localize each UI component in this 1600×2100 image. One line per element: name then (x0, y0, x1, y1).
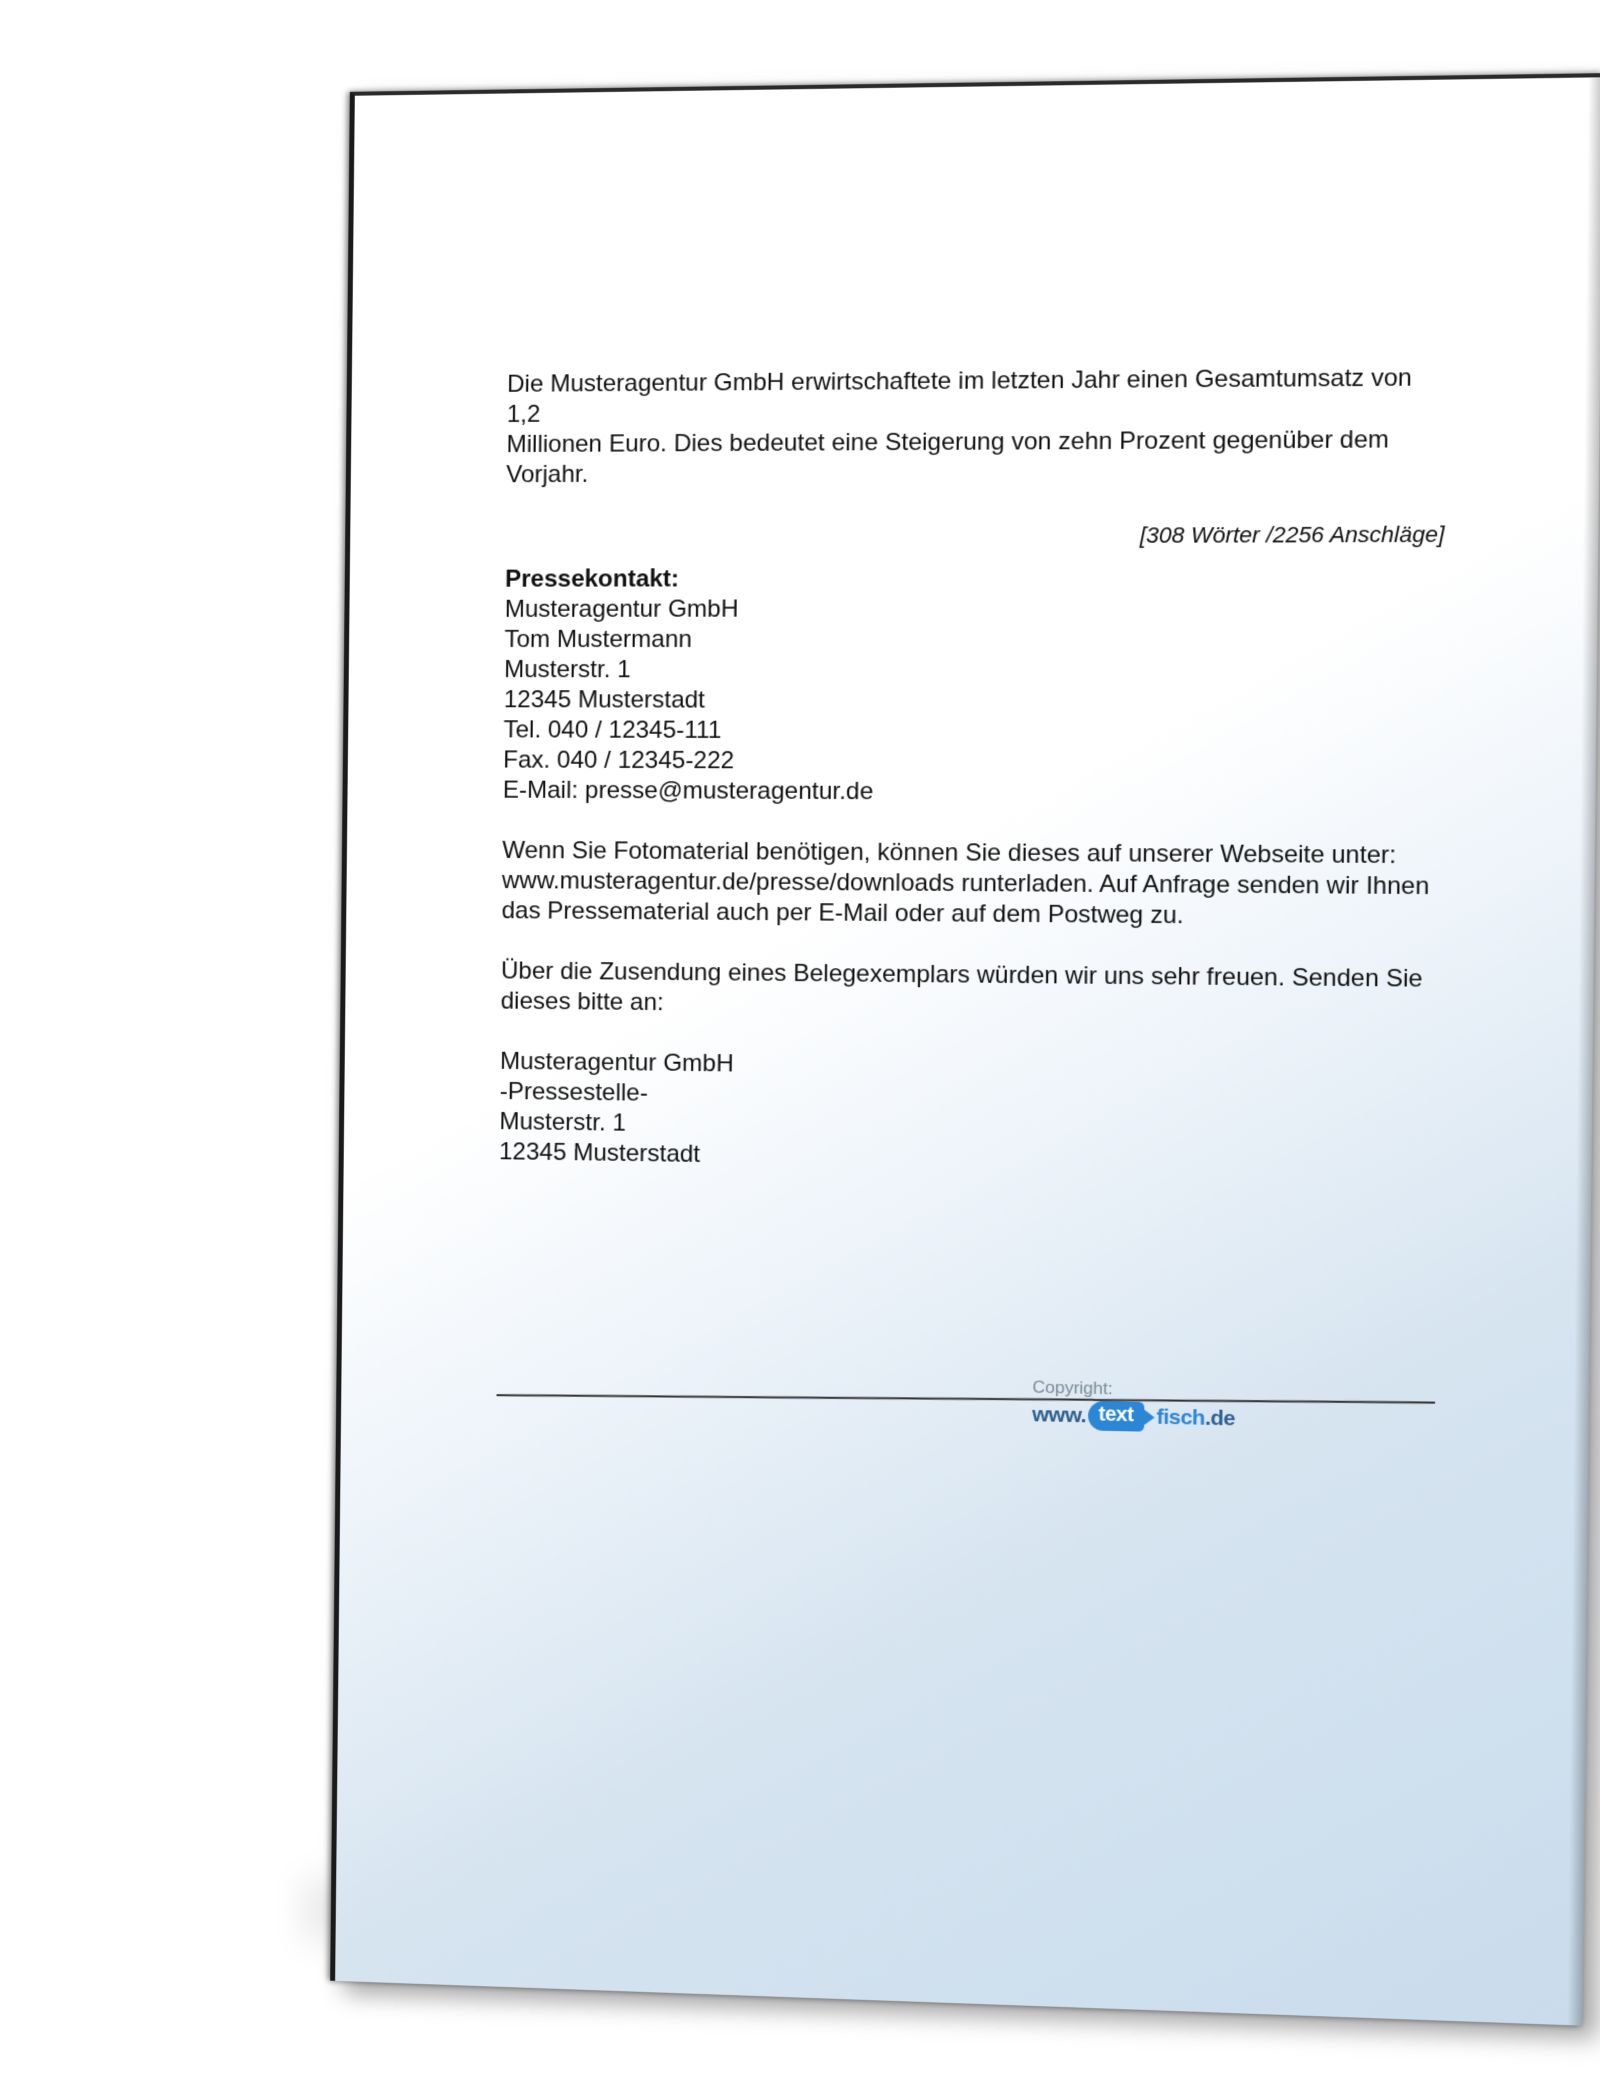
document-body (499, 363, 1446, 1181)
proof-line: dieses bitte an: (500, 987, 664, 1017)
copyright-label: Copyright: (1032, 1377, 1113, 1399)
intro-line: Die Musteragentur GmbH erwirtschaftete im letzten Jahr einen Gesamtumsatz von 1,2 (506, 364, 1413, 428)
photo-line: das Pressematerial auch per E-Mail oder auf dem Postweg zu. (501, 897, 1184, 930)
contact-fax: Fax. 040 / 12345-222 (503, 746, 735, 775)
logo-suffix: fisch (1156, 1404, 1206, 1430)
fish-icon (1088, 1401, 1144, 1432)
document-sheet (330, 73, 1600, 2026)
address-street: Musterstr. 1 (499, 1107, 627, 1137)
photo-line: www.musteragentur.de/presse/downloads runterladen. Auf Anfrage senden wir Ihnen (501, 866, 1430, 901)
copyright-block (1032, 1377, 1283, 1434)
word-count-note: [308 Wörter /2256 Anschläge] (1139, 521, 1445, 548)
logo-fish-text: text (1098, 1403, 1134, 1427)
footer-divider (497, 1394, 1435, 1403)
intro-line: Millionen Euro. Dies bedeutet eine Steigerung von zehn Prozent gegenüber dem (506, 425, 1390, 459)
intro-line: Vorjahr. (506, 460, 589, 489)
photo-material-paragraph (501, 836, 1441, 933)
photo-line: Wenn Sie Fotomaterial benötigen, können Sie dieses auf unserer Webseite unter: (502, 836, 1397, 870)
contact-phone: Tel. 040 / 12345-111 (503, 716, 722, 744)
address-company: Musteragentur GmbH (499, 1047, 734, 1078)
contact-email: E-Mail: presse@musteragentur.de (502, 776, 874, 806)
address-city: 12345 Musterstadt (498, 1138, 701, 1169)
contact-name: Tom Mustermann (504, 625, 693, 654)
contact-city: 12345 Musterstadt (503, 686, 706, 714)
proof-line: Über die Zusendung eines Belegexemplars würden wir uns sehr freuen. Senden Sie (500, 957, 1423, 993)
logo-tld: .de (1204, 1405, 1236, 1430)
proof-copy-paragraph (501, 956, 1440, 1026)
address-department: -Pressestelle- (499, 1077, 649, 1107)
press-contact-heading: Pressekontakt: (504, 565, 680, 593)
mailing-address-block (499, 1047, 1439, 1181)
contact-street: Musterstr. 1 (504, 656, 631, 684)
logo-prefix: www. (1032, 1402, 1087, 1427)
press-contact-block (503, 563, 1444, 810)
intro-paragraph (506, 363, 1446, 491)
textfisch-logo (1032, 1400, 1282, 1435)
contact-company: Musteragentur GmbH (504, 595, 739, 623)
